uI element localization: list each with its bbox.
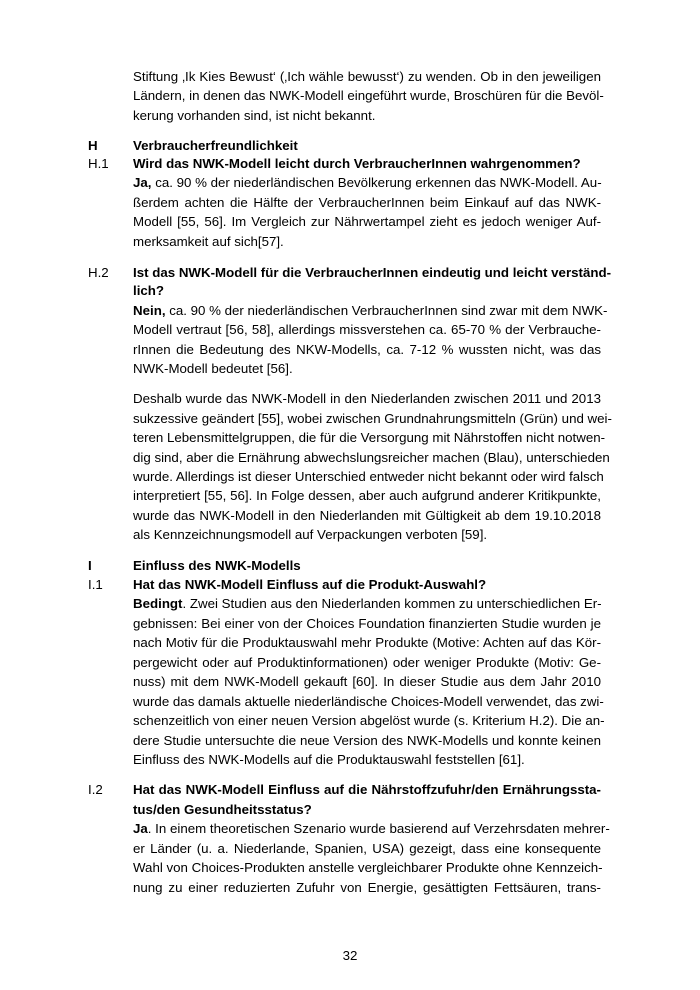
answer-line: dere Studie untersuchte die neue Version des NWK-Modells und konnte keinen [133, 733, 601, 748]
paragraph-line: Deshalb wurde das NWK-Modell in den Niederlanden zwischen 2011 und 2013 [133, 391, 601, 406]
answer-text: . Zwei Studien aus den Niederlanden kommen zu unterschiedlichen Er- [182, 596, 602, 611]
paragraph-line: dig sind, aber die Ernährung abwechslungsreicher machen (Blau), unterschieden [133, 450, 610, 465]
section-title: Einfluss des NWK-Modells [133, 558, 301, 573]
paragraph-line: wurde das NWK-Modell in den Niederlanden mit Gültigkeit ab dem 19.10.2018 [133, 508, 601, 523]
answer-line: Modell vertraut [56, 58], allerdings missverstehen ca. 65-70 % der Verbrauche- [133, 322, 601, 337]
answer-line: schenzeitlich von einer neuen Version abgelöst wurde (s. Kriterium H.2). Die an- [133, 713, 605, 728]
paragraph-line: wurde. Allerdings ist dieser Unterschied entweder nicht bekannt oder wird falsch [133, 469, 604, 484]
answer-line: nuss) mit dem NWK-Modell gekauft [60]. In dieser Studie aus dem Jahr 2010 [133, 674, 601, 689]
paragraph-line: teren Lebensmittelgruppen, die für die Versorgung mit Nährstoffen nicht notwen- [133, 430, 606, 445]
criterion-question: Wird das NWK-Modell leicht durch VerbraucherInnen wahrgenommen? [133, 156, 581, 171]
answer-text: ca. 90 % der niederländischen VerbraucherInnen sind zwar mit dem NWK- [165, 303, 608, 318]
answer-text: . In einem theoretischen Szenario wurde basierend auf Verzehrsdaten mehrer- [147, 821, 610, 836]
answer-line: merksamkeit auf sich[57]. [133, 234, 284, 249]
section-title: Verbraucherfreundlichkeit [133, 138, 298, 153]
answer-text: ca. 90 % der niederländischen Bevölkerung erkennen das NWK-Modell. Au- [151, 175, 602, 190]
criterion-question: Ist das NWK-Modell für die VerbraucherInnen eindeutig und leicht verständ- [133, 265, 612, 280]
intro-line: kerung vorhanden sind, ist nicht bekannt. [133, 108, 376, 123]
intro-line: Stiftung ‚Ik Kies Bewust‘ (‚Ich wähle bewusst‘) zu wenden. Ob in den jeweiligen [133, 69, 601, 84]
criterion-question: Hat das NWK-Modell Einfluss auf die Nährstoffzufuhr/den Ernährungssta- [133, 782, 601, 797]
answer-verdict: Nein, [133, 303, 166, 318]
answer-line: pergewicht oder auf Produktinformationen) oder weniger Produkte (Motiv: Ge- [133, 655, 601, 670]
answer-verdict: Bedingt [133, 596, 183, 611]
answer-verdict: Ja [133, 821, 148, 836]
answer-line: Wahl von Choices-Produkten anstelle vergleichbarer Produkte ohne Kennzeich- [133, 860, 603, 875]
answer-line [133, 595, 601, 612]
section-number: I [88, 558, 92, 573]
answer-line [133, 174, 601, 191]
criterion-number: H.1 [88, 156, 109, 171]
criterion-question: tus/den Gesundheitsstatus? [133, 802, 312, 817]
answer-line: NWK-Modell bedeutet [56]. [133, 361, 293, 376]
answer-line [133, 302, 608, 319]
answer-line: wurde das damals aktuelle niederländische Choices-Modell verwendet, das zwi- [133, 694, 604, 709]
criterion-number: I.2 [88, 782, 103, 797]
answer-line: Einfluss des NWK-Modells auf die Produktauswahl feststellen [61]. [133, 752, 525, 767]
answer-line: nach Motiv für die Produktauswahl mehr Produkte (Motive: Achten auf das Kör- [133, 635, 601, 650]
page-number: 32 [342, 948, 358, 963]
answer-line: nung zu einer reduzierten Zufuhr von Energie, gesättigten Fettsäuren, trans- [133, 880, 601, 895]
answer-line: rInnen die Bedeutung des NKW-Modells, ca. 7-12 % wussten nicht, was das [133, 342, 601, 357]
answer-line: Modell [55, 56]. Im Vergleich zur Nährwertampel zieht es jedoch weniger Auf- [133, 214, 601, 229]
paragraph-line: als Kennzeichnungsmodell auf Verpackungen verboten [59]. [133, 527, 488, 542]
paragraph-line: interpretiert [55, 56]. In Folge dessen, aber auch aufgrund anderer Kritikpunkte, [133, 488, 601, 503]
section-number: H [88, 138, 98, 153]
criterion-number: I.1 [88, 577, 103, 592]
criterion-question: lich? [133, 283, 165, 298]
answer-line [133, 820, 610, 837]
answer-verdict: Ja, [133, 175, 152, 190]
answer-line: ßerdem achten die Hälfte der VerbraucherInnen beim Einkauf auf das NWK- [133, 195, 601, 210]
criterion-number: H.2 [88, 265, 109, 280]
answer-line: er Länder (u. a. Niederlande, Spanien, USA) gezeigt, dass eine konsequente [133, 841, 601, 856]
paragraph-line: sukzessive geändert [55], wobei zwischen Grundnahrungsmitteln (Grün) und wei- [133, 411, 612, 426]
intro-line: Ländern, in denen das NWK-Modell eingeführt wurde, Broschüren für die Bevöl- [133, 88, 604, 103]
criterion-question: Hat das NWK-Modell Einfluss auf die Produkt-Auswahl? [133, 577, 487, 592]
answer-line: gebnissen: Bei einer von der Choices Foundation finanzierten Studie wurden je [133, 616, 601, 631]
